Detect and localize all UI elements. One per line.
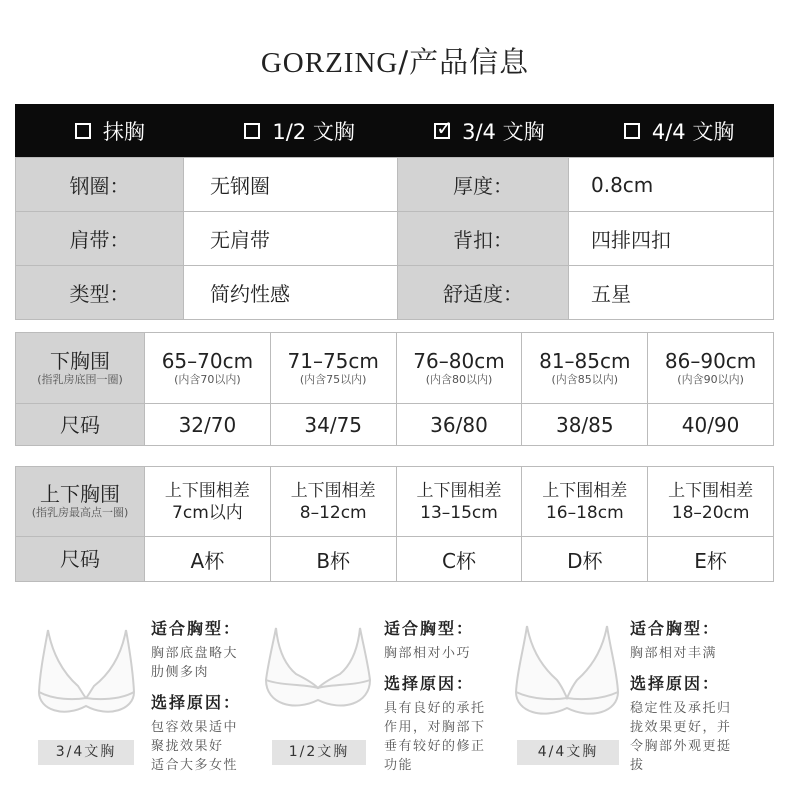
spec-value-style: 简约性感 bbox=[184, 266, 398, 320]
checkbox-icon[interactable] bbox=[75, 123, 91, 139]
underbust-header-cell bbox=[16, 333, 145, 404]
size-row-label: 尺码 bbox=[16, 404, 145, 446]
bra-type-label-half: 1/2文胸 bbox=[272, 740, 366, 765]
spec-value-underwire: 无钢圈 bbox=[184, 158, 398, 212]
type-option-label: 4/4 文胸 bbox=[651, 119, 735, 144]
reason-line: 垂有较好的修正 bbox=[384, 739, 486, 754]
half-cup-bra-icon bbox=[262, 624, 374, 719]
underbust-range: 76–80cm bbox=[413, 348, 505, 373]
spec-row bbox=[16, 158, 774, 212]
fit-title: 适合胸型： bbox=[384, 619, 475, 638]
fit-line: 胸部相对小巧 bbox=[384, 646, 472, 661]
type-option-half-cup[interactable] bbox=[205, 104, 395, 157]
underbust-range: 81–85cm bbox=[539, 348, 631, 373]
bra-info-full bbox=[630, 618, 732, 775]
underbust-table bbox=[15, 332, 774, 446]
type-option-strapless[interactable] bbox=[15, 104, 205, 157]
cup-diff-cell bbox=[522, 467, 648, 537]
checkbox-checked-icon[interactable] bbox=[434, 123, 450, 139]
band-size: 32/70 bbox=[145, 404, 271, 446]
cup-diff-label: 上下围相差 bbox=[668, 480, 754, 501]
cup-size: A杯 bbox=[145, 537, 271, 582]
underbust-range-cell bbox=[270, 333, 396, 404]
underbust-range-cell bbox=[522, 333, 648, 404]
type-option-label: 3/4 文胸 bbox=[462, 119, 545, 144]
reason-line: 拔 bbox=[630, 758, 645, 773]
cup-diff-value: 16–18cm bbox=[545, 502, 624, 523]
reason-title: 选择原因： bbox=[630, 674, 721, 693]
cup-size: E杯 bbox=[648, 537, 774, 582]
type-option-label: 1/2 文胸 bbox=[272, 119, 355, 144]
underbust-range-cell bbox=[145, 333, 271, 404]
bra-type-bar bbox=[15, 104, 774, 157]
type-option-label: 抹胸 bbox=[102, 119, 145, 144]
underbust-range: 86–90cm bbox=[664, 348, 757, 373]
cup-diff-value: 8–12cm bbox=[299, 502, 367, 523]
cup-size: D杯 bbox=[522, 537, 648, 582]
reason-line: 稳定性及承托归 bbox=[630, 701, 732, 716]
underbust-range: 65–70cm bbox=[161, 348, 254, 373]
reason-title: 选择原因： bbox=[384, 674, 475, 693]
spec-label-thickness: 厚度： bbox=[398, 158, 569, 212]
cup-size: B杯 bbox=[270, 537, 396, 582]
reason-line: 拢效果更好，并 bbox=[630, 720, 732, 735]
brand-name: GORZING bbox=[260, 47, 399, 79]
fit-line: 胸部相对丰满 bbox=[630, 646, 718, 661]
cup-diff-row bbox=[16, 467, 774, 537]
underbust-range-cell bbox=[648, 333, 774, 404]
type-option-three-quarter-cup[interactable] bbox=[395, 104, 585, 157]
bra-type-label-three-quarter: 3/4文胸 bbox=[38, 740, 134, 765]
underbust-header-note: (指乳房底围一圈) bbox=[37, 372, 123, 386]
reason-title: 选择原因： bbox=[151, 693, 242, 712]
bra-info-three-quarter bbox=[151, 618, 241, 775]
title-suffix: /产品信息 bbox=[398, 45, 530, 79]
reason-line: 包容效果适中 bbox=[151, 720, 239, 735]
underbust-range-cell bbox=[396, 333, 522, 404]
cup-diff-label: 上下围相差 bbox=[164, 480, 250, 501]
cup-diff-cell bbox=[145, 467, 271, 537]
checkbox-icon[interactable] bbox=[244, 123, 260, 139]
page-title bbox=[0, 40, 790, 81]
underbust-range-row bbox=[16, 333, 774, 404]
spec-row bbox=[16, 266, 774, 320]
cup-diff-value: 7cm以内 bbox=[172, 502, 243, 523]
fit-title: 适合胸型： bbox=[630, 619, 721, 638]
underbust-range-note: (内含70以内) bbox=[174, 372, 241, 386]
band-size: 34/75 bbox=[270, 404, 396, 446]
cup-diff-cell bbox=[648, 467, 774, 537]
spec-row bbox=[16, 212, 774, 266]
checkbox-icon[interactable] bbox=[624, 123, 640, 139]
spec-label-style: 类型： bbox=[16, 266, 184, 320]
spec-label-underwire: 钢圈： bbox=[16, 158, 184, 212]
cup-diff-value: 18–20cm bbox=[671, 502, 750, 523]
spec-label-back-closure: 背扣： bbox=[398, 212, 569, 266]
fit-title: 适合胸型： bbox=[151, 619, 242, 638]
cup-header: 上下胸围 bbox=[40, 482, 120, 506]
cup-diff-cell bbox=[396, 467, 522, 537]
reason-line: 适合大多女性 bbox=[151, 758, 239, 773]
spec-value-strap: 无肩带 bbox=[184, 212, 398, 266]
cup-header-note: (指乳房最高点一圈) bbox=[31, 506, 129, 519]
underbust-size-row bbox=[16, 404, 774, 446]
cup-table bbox=[15, 466, 774, 582]
three-quarter-cup-bra-icon bbox=[34, 622, 140, 722]
underbust-range: 71–75cm bbox=[287, 348, 379, 373]
reason-line: 功能 bbox=[384, 758, 414, 773]
full-cup-bra-icon bbox=[511, 622, 623, 722]
underbust-header: 下胸围 bbox=[50, 348, 110, 373]
cup-diff-value: 13–15cm bbox=[420, 502, 498, 523]
cup-diff-label: 上下围相差 bbox=[416, 480, 502, 501]
cup-size: C杯 bbox=[396, 537, 522, 582]
band-size: 36/80 bbox=[396, 404, 522, 446]
cup-header-cell bbox=[16, 467, 145, 537]
spec-value-back-closure: 四排四扣 bbox=[569, 212, 774, 266]
spec-label-strap: 肩带： bbox=[16, 212, 184, 266]
bra-type-label-full: 4/4文胸 bbox=[517, 740, 619, 765]
cup-size-row bbox=[16, 537, 774, 582]
band-size: 38/85 bbox=[522, 404, 648, 446]
cup-diff-cell bbox=[270, 467, 396, 537]
underbust-range-note: (内含75以内) bbox=[299, 372, 367, 386]
underbust-range-note: (内含85以内) bbox=[551, 372, 619, 386]
band-size: 40/90 bbox=[648, 404, 774, 446]
reason-line: 具有良好的承托 bbox=[384, 701, 486, 716]
spec-table bbox=[15, 157, 774, 320]
reason-line: 令胸部外观更挺 bbox=[630, 739, 732, 754]
underbust-range-note: (内含90以内) bbox=[677, 372, 744, 386]
reason-line: 作用，对胸部下 bbox=[384, 720, 486, 735]
spec-value-comfort: 五星 bbox=[569, 266, 774, 320]
underbust-range-note: (内含80以内) bbox=[425, 372, 493, 386]
type-option-full-cup[interactable] bbox=[584, 104, 774, 157]
cup-diff-label: 上下围相差 bbox=[290, 480, 376, 501]
spec-label-comfort: 舒适度： bbox=[398, 266, 569, 320]
reason-line: 聚拢效果好 bbox=[151, 739, 224, 754]
fit-line: 胸部底盘略大 bbox=[151, 646, 239, 661]
cup-diff-label: 上下围相差 bbox=[542, 480, 628, 501]
bra-info-half bbox=[384, 618, 486, 775]
spec-value-thickness: 0.8cm bbox=[569, 158, 774, 212]
fit-line: 肋侧多肉 bbox=[151, 665, 210, 680]
size-row-label: 尺码 bbox=[16, 537, 145, 582]
